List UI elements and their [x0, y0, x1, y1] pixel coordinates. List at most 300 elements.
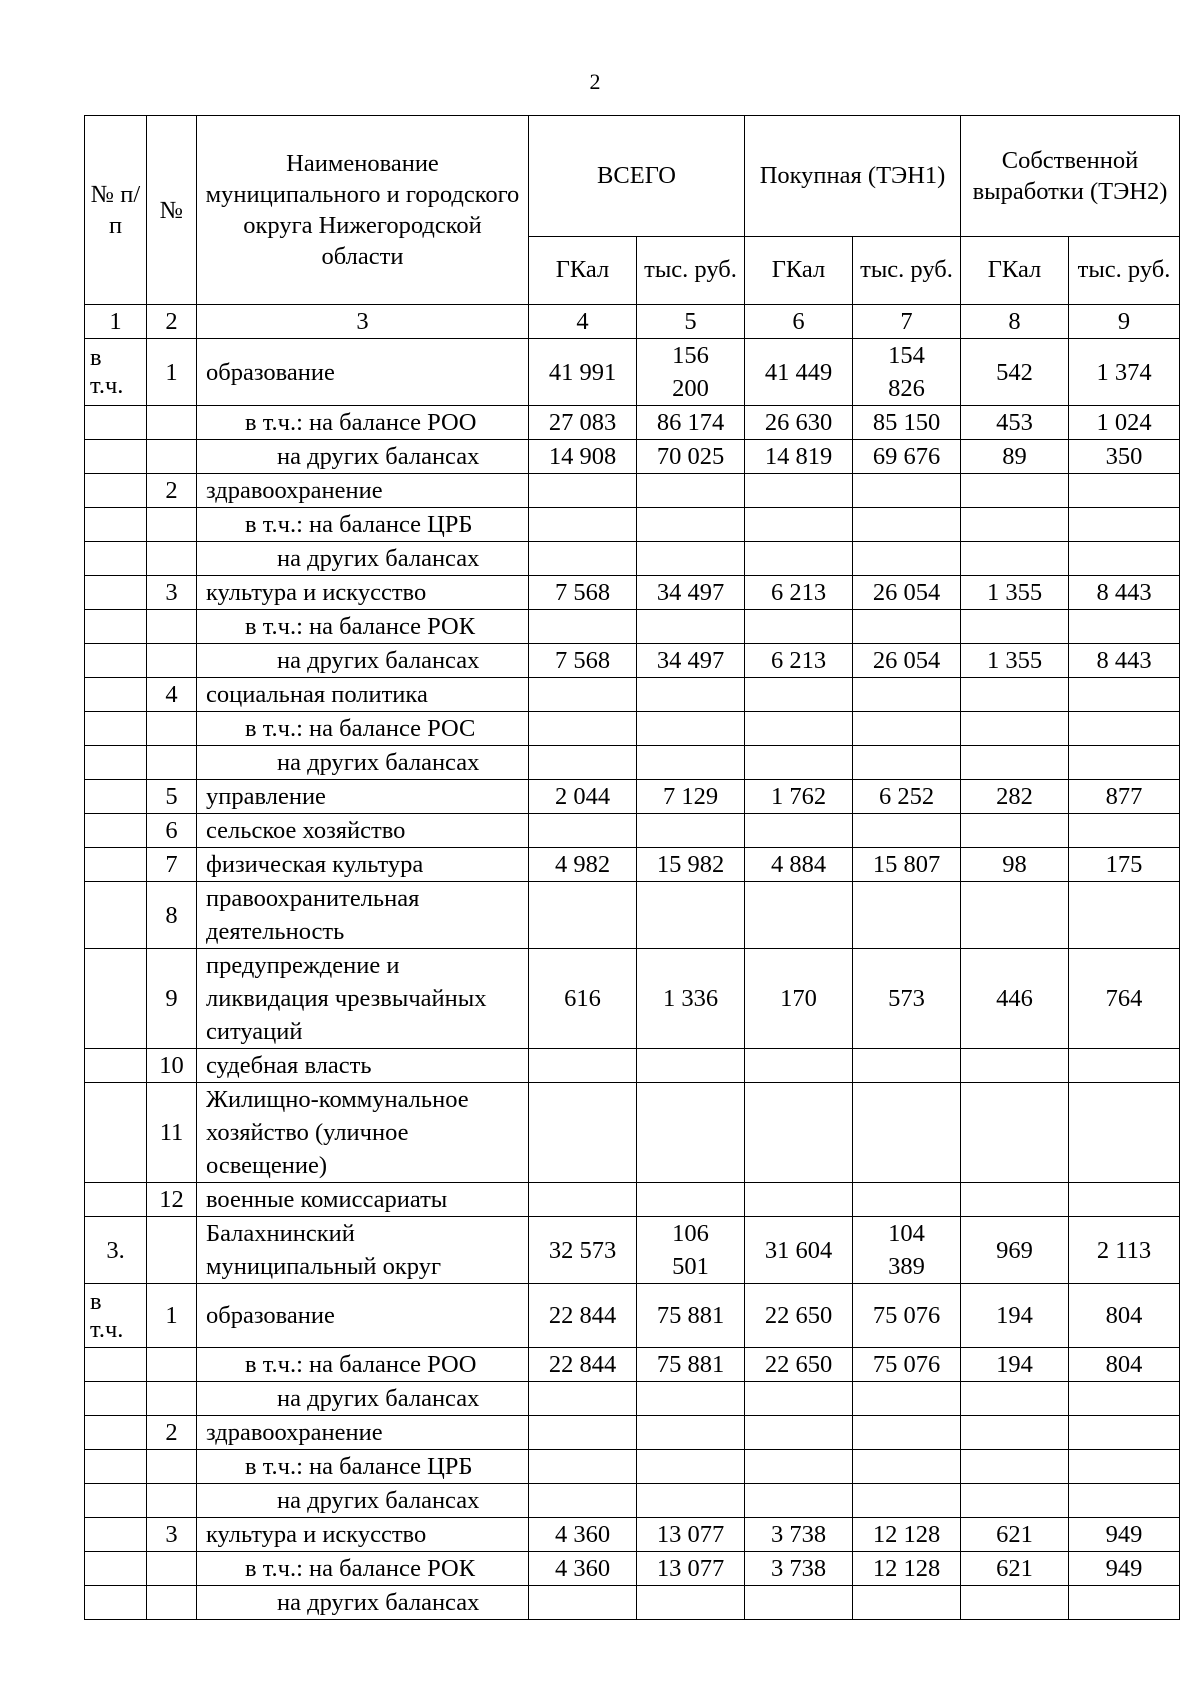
- table-row: [85, 746, 1180, 780]
- value-own-gcal: [961, 712, 1069, 746]
- value-own-gcal: [961, 882, 1069, 949]
- row-item-number: [147, 1348, 197, 1382]
- value-total-rub: 34 497: [637, 576, 745, 610]
- table-row: [85, 1484, 1180, 1518]
- row-item-number: [147, 610, 197, 644]
- row-group-number: [85, 1484, 147, 1518]
- value-total-rub: [637, 1183, 745, 1217]
- header-name: Наименование муниципального и городского округа Нижегородской области: [197, 116, 529, 305]
- value-own-gcal: 621: [961, 1518, 1069, 1552]
- row-name: в т.ч.: на балансе РОК: [197, 1552, 529, 1586]
- column-number: 2: [147, 305, 197, 339]
- row-name: образование: [197, 1284, 529, 1348]
- value-total-gcal: 7 568: [529, 644, 637, 678]
- value-purchased-rub: [853, 712, 961, 746]
- row-item-number: 3: [147, 576, 197, 610]
- value-total-rub: 1 336: [637, 949, 745, 1049]
- row-name: культура и искусство: [197, 1518, 529, 1552]
- value-purchased-rub: 154 826: [853, 339, 961, 406]
- row-name: судебная власть: [197, 1049, 529, 1083]
- table-row: [85, 1284, 1180, 1348]
- row-item-number: 4: [147, 678, 197, 712]
- header-own: Собственной выработки (ТЭН2): [961, 116, 1180, 237]
- row-name: в т.ч.: на балансе ЦРБ: [197, 508, 529, 542]
- value-purchased-rub: [853, 610, 961, 644]
- value-own-gcal: [961, 1083, 1069, 1183]
- row-group-number: [85, 542, 147, 576]
- value-total-rub: 75 881: [637, 1348, 745, 1382]
- value-purchased-rub: 26 054: [853, 576, 961, 610]
- value-own-rub: 877: [1069, 780, 1180, 814]
- value-purchased-rub: [853, 678, 961, 712]
- value-total-rub: 86 174: [637, 406, 745, 440]
- row-name: в т.ч.: на балансе ЦРБ: [197, 1450, 529, 1484]
- value-total-gcal: [529, 1382, 637, 1416]
- column-number: 8: [961, 305, 1069, 339]
- row-name: Балахнинский муниципальный округ: [197, 1217, 529, 1284]
- row-group-number: [85, 814, 147, 848]
- value-own-gcal: 1 355: [961, 644, 1069, 678]
- row-group-number: [85, 474, 147, 508]
- table-row: [85, 1183, 1180, 1217]
- value-total-rub: [637, 474, 745, 508]
- value-total-rub: 70 025: [637, 440, 745, 474]
- value-purchased-gcal: [745, 1183, 853, 1217]
- value-total-rub: [637, 1450, 745, 1484]
- value-own-gcal: 194: [961, 1348, 1069, 1382]
- value-purchased-gcal: [745, 1484, 853, 1518]
- row-name: на других балансах: [197, 644, 529, 678]
- unit-gcal: ГКал: [745, 236, 853, 304]
- value-purchased-gcal: [745, 1382, 853, 1416]
- row-group-number: [85, 1518, 147, 1552]
- value-own-rub: [1069, 1083, 1180, 1183]
- row-name: в т.ч.: на балансе РОО: [197, 1348, 529, 1382]
- row-name: на других балансах: [197, 1382, 529, 1416]
- heat-consumption-table: [84, 115, 1180, 1620]
- value-total-gcal: [529, 1450, 637, 1484]
- row-name: правоохранительная деятельность: [197, 882, 529, 949]
- row-item-number: 12: [147, 1183, 197, 1217]
- row-item-number: 9: [147, 949, 197, 1049]
- header-n: №: [147, 116, 197, 305]
- row-name: образование: [197, 339, 529, 406]
- value-own-rub: [1069, 712, 1180, 746]
- row-group-number: [85, 848, 147, 882]
- value-total-rub: [637, 712, 745, 746]
- value-own-gcal: [961, 1049, 1069, 1083]
- value-total-gcal: [529, 610, 637, 644]
- row-item-number: 3: [147, 1518, 197, 1552]
- row-name: на других балансах: [197, 1586, 529, 1620]
- value-total-rub: [637, 1049, 745, 1083]
- header-total: ВСЕГО: [529, 116, 745, 237]
- value-purchased-gcal: 3 738: [745, 1518, 853, 1552]
- value-purchased-gcal: [745, 610, 853, 644]
- row-item-number: [147, 746, 197, 780]
- value-purchased-gcal: 1 762: [745, 780, 853, 814]
- value-purchased-rub: 85 150: [853, 406, 961, 440]
- value-total-gcal: 2 044: [529, 780, 637, 814]
- value-purchased-gcal: [745, 1049, 853, 1083]
- row-name: социальная политика: [197, 678, 529, 712]
- value-total-rub: [637, 746, 745, 780]
- value-purchased-gcal: [745, 508, 853, 542]
- value-total-gcal: 22 844: [529, 1348, 637, 1382]
- table-row: [85, 1416, 1180, 1450]
- table-row: [85, 644, 1180, 678]
- row-name: в т.ч.: на балансе РОК: [197, 610, 529, 644]
- row-group-number: [85, 406, 147, 440]
- page-number: 2: [589, 69, 601, 94]
- value-own-rub: 949: [1069, 1518, 1180, 1552]
- row-item-number: 10: [147, 1049, 197, 1083]
- value-own-gcal: 542: [961, 339, 1069, 406]
- value-own-rub: [1069, 1183, 1180, 1217]
- value-total-rub: 13 077: [637, 1518, 745, 1552]
- row-name: сельское хозяйство: [197, 814, 529, 848]
- value-purchased-rub: [853, 746, 961, 780]
- value-own-gcal: [961, 542, 1069, 576]
- value-total-rub: [637, 508, 745, 542]
- value-own-rub: [1069, 1484, 1180, 1518]
- table-row: [85, 1348, 1180, 1382]
- row-group-number: [85, 1382, 147, 1416]
- row-item-number: 5: [147, 780, 197, 814]
- value-own-rub: 2 113: [1069, 1217, 1180, 1284]
- value-own-gcal: [961, 610, 1069, 644]
- value-purchased-gcal: 41 449: [745, 339, 853, 406]
- table-body: [85, 339, 1180, 1620]
- value-own-gcal: 194: [961, 1284, 1069, 1348]
- table-row: [85, 440, 1180, 474]
- table-row: [85, 712, 1180, 746]
- table-row: [85, 1083, 1180, 1183]
- value-purchased-rub: [853, 542, 961, 576]
- row-item-number: [147, 508, 197, 542]
- row-name: культура и искусство: [197, 576, 529, 610]
- row-group-number: в т.ч.: [85, 339, 147, 406]
- value-own-rub: 8 443: [1069, 576, 1180, 610]
- value-total-rub: [637, 814, 745, 848]
- row-item-number: 8: [147, 882, 197, 949]
- row-group-number: 3.: [85, 1217, 147, 1284]
- value-purchased-gcal: 4 884: [745, 848, 853, 882]
- value-total-gcal: 4 360: [529, 1518, 637, 1552]
- value-own-rub: 175: [1069, 848, 1180, 882]
- column-number: 3: [197, 305, 529, 339]
- table-row: [85, 814, 1180, 848]
- row-group-number: [85, 1450, 147, 1484]
- row-group-number: [85, 712, 147, 746]
- value-own-rub: 764: [1069, 949, 1180, 1049]
- row-name: в т.ч.: на балансе РОО: [197, 406, 529, 440]
- value-purchased-rub: 573: [853, 949, 961, 1049]
- value-purchased-gcal: 26 630: [745, 406, 853, 440]
- row-name: на других балансах: [197, 1484, 529, 1518]
- table-row: [85, 1217, 1180, 1284]
- value-own-gcal: [961, 678, 1069, 712]
- value-own-rub: [1069, 1382, 1180, 1416]
- value-own-gcal: [961, 508, 1069, 542]
- value-own-gcal: 89: [961, 440, 1069, 474]
- value-own-rub: [1069, 746, 1180, 780]
- value-purchased-gcal: 6 213: [745, 644, 853, 678]
- row-name: Жилищно-коммунальное хозяйство (уличное освещение): [197, 1083, 529, 1183]
- value-purchased-rub: [853, 1416, 961, 1450]
- value-total-rub: 15 982: [637, 848, 745, 882]
- value-purchased-rub: [853, 508, 961, 542]
- value-own-gcal: [961, 746, 1069, 780]
- table-row: [85, 848, 1180, 882]
- value-purchased-gcal: 31 604: [745, 1217, 853, 1284]
- row-item-number: 2: [147, 474, 197, 508]
- row-name: физическая культура: [197, 848, 529, 882]
- value-own-gcal: [961, 1382, 1069, 1416]
- row-item-number: [147, 1217, 197, 1284]
- value-total-rub: [637, 610, 745, 644]
- value-total-gcal: 32 573: [529, 1217, 637, 1284]
- value-own-gcal: [961, 1183, 1069, 1217]
- row-item-number: 11: [147, 1083, 197, 1183]
- value-purchased-gcal: 22 650: [745, 1348, 853, 1382]
- value-own-rub: [1069, 1416, 1180, 1450]
- row-group-number: [85, 1083, 147, 1183]
- value-purchased-rub: [853, 1049, 961, 1083]
- table-row: [85, 406, 1180, 440]
- value-total-gcal: 4 982: [529, 848, 637, 882]
- table-row: [85, 1450, 1180, 1484]
- value-own-gcal: [961, 474, 1069, 508]
- row-group-number: [85, 1049, 147, 1083]
- value-own-rub: [1069, 882, 1180, 949]
- row-group-number: [85, 780, 147, 814]
- value-own-gcal: [961, 1484, 1069, 1518]
- value-own-rub: 8 443: [1069, 644, 1180, 678]
- table-row: [85, 576, 1180, 610]
- value-own-rub: [1069, 508, 1180, 542]
- unit-gcal: ГКал: [961, 236, 1069, 304]
- value-total-gcal: [529, 1586, 637, 1620]
- column-number: 6: [745, 305, 853, 339]
- value-purchased-rub: [853, 814, 961, 848]
- value-own-gcal: [961, 814, 1069, 848]
- table-row: [85, 678, 1180, 712]
- row-item-number: [147, 1484, 197, 1518]
- value-own-rub: [1069, 610, 1180, 644]
- value-purchased-rub: 104 389: [853, 1217, 961, 1284]
- value-total-gcal: [529, 1484, 637, 1518]
- value-purchased-rub: 6 252: [853, 780, 961, 814]
- value-total-gcal: [529, 542, 637, 576]
- value-purchased-rub: [853, 882, 961, 949]
- row-item-number: [147, 644, 197, 678]
- column-number-row: [85, 305, 1180, 339]
- row-group-number: [85, 1552, 147, 1586]
- row-name: здравоохранение: [197, 474, 529, 508]
- header-purchased: Покупная (ТЭН1): [745, 116, 961, 237]
- value-purchased-gcal: 22 650: [745, 1284, 853, 1348]
- value-purchased-gcal: [745, 746, 853, 780]
- value-total-gcal: 27 083: [529, 406, 637, 440]
- value-purchased-gcal: [745, 1083, 853, 1183]
- value-total-rub: 106 501: [637, 1217, 745, 1284]
- table-row: [85, 882, 1180, 949]
- value-purchased-gcal: [745, 712, 853, 746]
- row-item-number: 7: [147, 848, 197, 882]
- value-total-rub: [637, 1586, 745, 1620]
- value-own-gcal: 98: [961, 848, 1069, 882]
- value-total-rub: 156 200: [637, 339, 745, 406]
- value-own-gcal: 1 355: [961, 576, 1069, 610]
- value-own-gcal: 453: [961, 406, 1069, 440]
- row-group-number: [85, 644, 147, 678]
- value-own-gcal: [961, 1416, 1069, 1450]
- row-item-number: [147, 1450, 197, 1484]
- value-purchased-rub: [853, 1382, 961, 1416]
- value-own-gcal: 621: [961, 1552, 1069, 1586]
- value-purchased-rub: 75 076: [853, 1284, 961, 1348]
- value-purchased-gcal: 3 738: [745, 1552, 853, 1586]
- value-purchased-gcal: [745, 678, 853, 712]
- value-purchased-gcal: [745, 474, 853, 508]
- table-row: [85, 1586, 1180, 1620]
- value-total-gcal: [529, 1083, 637, 1183]
- value-purchased-gcal: [745, 542, 853, 576]
- value-purchased-gcal: 14 819: [745, 440, 853, 474]
- value-own-rub: [1069, 1450, 1180, 1484]
- column-number: 5: [637, 305, 745, 339]
- value-own-gcal: 282: [961, 780, 1069, 814]
- value-purchased-rub: 15 807: [853, 848, 961, 882]
- value-purchased-gcal: [745, 882, 853, 949]
- row-item-number: [147, 712, 197, 746]
- row-item-number: 1: [147, 339, 197, 406]
- table-row: [85, 474, 1180, 508]
- value-total-rub: [637, 1484, 745, 1518]
- value-own-gcal: 969: [961, 1217, 1069, 1284]
- value-purchased-gcal: [745, 1586, 853, 1620]
- value-purchased-rub: 75 076: [853, 1348, 961, 1382]
- table-row: [85, 1552, 1180, 1586]
- value-total-rub: 7 129: [637, 780, 745, 814]
- value-own-rub: [1069, 1586, 1180, 1620]
- row-name: военные комиссариаты: [197, 1183, 529, 1217]
- value-total-rub: [637, 1416, 745, 1450]
- value-own-rub: [1069, 814, 1180, 848]
- row-group-number: [85, 1183, 147, 1217]
- table-row: [85, 610, 1180, 644]
- header-npp: № п/п: [85, 116, 147, 305]
- row-name: на других балансах: [197, 746, 529, 780]
- value-own-rub: 350: [1069, 440, 1180, 474]
- value-own-rub: 1 374: [1069, 339, 1180, 406]
- column-number: 1: [85, 305, 147, 339]
- value-total-gcal: 7 568: [529, 576, 637, 610]
- row-name: на других балансах: [197, 440, 529, 474]
- unit-rub: тыс. руб.: [853, 236, 961, 304]
- value-total-gcal: [529, 746, 637, 780]
- table-row: [85, 508, 1180, 542]
- value-purchased-rub: [853, 1450, 961, 1484]
- value-total-gcal: 616: [529, 949, 637, 1049]
- row-group-number: в т.ч.: [85, 1284, 147, 1348]
- unit-rub: тыс. руб.: [637, 236, 745, 304]
- value-own-rub: 804: [1069, 1284, 1180, 1348]
- row-name: управление: [197, 780, 529, 814]
- row-name: здравоохранение: [197, 1416, 529, 1450]
- row-name: на других балансах: [197, 542, 529, 576]
- value-own-gcal: [961, 1450, 1069, 1484]
- row-item-number: [147, 406, 197, 440]
- value-purchased-rub: 12 128: [853, 1518, 961, 1552]
- table-row: [85, 339, 1180, 406]
- value-total-gcal: [529, 882, 637, 949]
- table-row: [85, 1518, 1180, 1552]
- value-total-gcal: [529, 712, 637, 746]
- value-purchased-gcal: 170: [745, 949, 853, 1049]
- column-number: 9: [1069, 305, 1180, 339]
- value-own-rub: 804: [1069, 1348, 1180, 1382]
- value-purchased-rub: 26 054: [853, 644, 961, 678]
- column-number: 4: [529, 305, 637, 339]
- table-row: [85, 1049, 1180, 1083]
- table-row: [85, 542, 1180, 576]
- row-group-number: [85, 882, 147, 949]
- value-total-rub: 34 497: [637, 644, 745, 678]
- value-purchased-gcal: [745, 1450, 853, 1484]
- value-total-gcal: 4 360: [529, 1552, 637, 1586]
- row-name: в т.ч.: на балансе РОС: [197, 712, 529, 746]
- row-group-number: [85, 949, 147, 1049]
- value-total-rub: [637, 678, 745, 712]
- value-total-gcal: [529, 814, 637, 848]
- value-total-rub: [637, 882, 745, 949]
- value-purchased-rub: [853, 1484, 961, 1518]
- unit-rub: тыс. руб.: [1069, 236, 1180, 304]
- value-own-rub: [1069, 678, 1180, 712]
- value-own-rub: [1069, 1049, 1180, 1083]
- value-total-gcal: [529, 474, 637, 508]
- row-group-number: [85, 508, 147, 542]
- value-own-rub: [1069, 474, 1180, 508]
- row-item-number: 6: [147, 814, 197, 848]
- value-total-gcal: [529, 1049, 637, 1083]
- row-name: предупреждение и ликвидация чрезвычайных ситуаций: [197, 949, 529, 1049]
- value-total-gcal: [529, 1416, 637, 1450]
- value-total-rub: [637, 1083, 745, 1183]
- row-group-number: [85, 440, 147, 474]
- row-item-number: 2: [147, 1416, 197, 1450]
- value-total-rub: [637, 1382, 745, 1416]
- row-item-number: 1: [147, 1284, 197, 1348]
- value-own-rub: [1069, 542, 1180, 576]
- row-item-number: [147, 542, 197, 576]
- row-group-number: [85, 576, 147, 610]
- value-purchased-gcal: 6 213: [745, 576, 853, 610]
- value-purchased-gcal: [745, 1416, 853, 1450]
- row-group-number: [85, 678, 147, 712]
- value-purchased-rub: [853, 1083, 961, 1183]
- table-row: [85, 949, 1180, 1049]
- value-purchased-rub: [853, 1586, 961, 1620]
- value-total-gcal: 14 908: [529, 440, 637, 474]
- row-group-number: [85, 1586, 147, 1620]
- value-purchased-gcal: [745, 814, 853, 848]
- value-purchased-rub: 12 128: [853, 1552, 961, 1586]
- row-group-number: [85, 1416, 147, 1450]
- row-group-number: [85, 746, 147, 780]
